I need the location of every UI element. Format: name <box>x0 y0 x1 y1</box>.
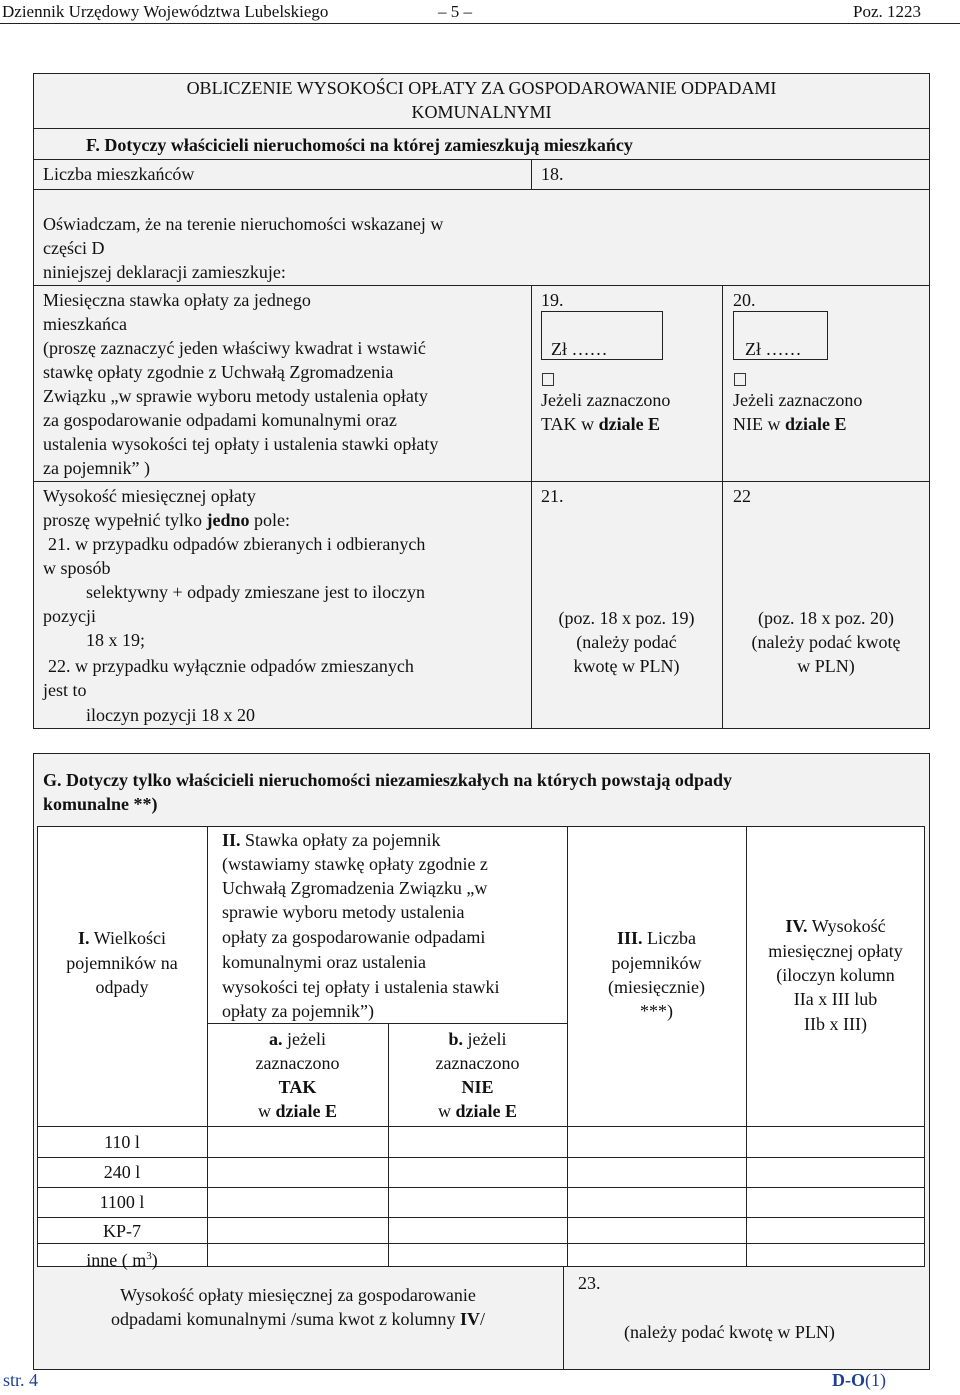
row-label-other <box>37 1244 207 1272</box>
col-ii-line-2: (wstawiamy stawkę opłaty zgodnie z <box>222 854 488 874</box>
fee-desc-4: pozycji <box>43 606 96 626</box>
col-iib-dzial: dziale E <box>455 1101 517 1121</box>
g-row-line-1 <box>37 1157 925 1158</box>
residents-label: Liczba mieszkańców <box>43 164 195 184</box>
field-22-note-2: w PLN) <box>797 656 855 676</box>
row-label-kp7: KP-7 <box>102 1221 141 1241</box>
footer-page-label: str. 4 <box>3 1370 39 1390</box>
col-iib-line-2: zaznaczono <box>435 1053 520 1073</box>
journal-title: Dziennik Urzędowy Województwa Lubelskiego <box>2 2 329 21</box>
field-22-label[interactable]: 22 <box>733 486 751 506</box>
rate-title-1: Miesięczna stawka opłaty za jednego <box>43 290 311 310</box>
field-21-note-2: kwotę w PLN) <box>573 656 680 676</box>
col-i-text-1: Wielkości <box>93 928 166 948</box>
fee-note-pre: proszę wypełnić tylko <box>43 510 202 530</box>
row-label-240: 240 l <box>103 1162 141 1182</box>
field-20-nie: NIE <box>733 414 763 434</box>
field-19-checkbox[interactable] <box>542 368 554 389</box>
rate-desc-3: Związku „w sprawie wyboru metody ustalenia opłaty <box>43 386 428 406</box>
col-iia-dzial: dziale E <box>275 1101 337 1121</box>
col-ii-line-3: Uchwałą Zgromadzenia Związku „w <box>222 878 488 898</box>
rule-3 <box>33 189 930 190</box>
field-19-in: w <box>581 414 595 434</box>
fee-desc-7: jest to <box>43 680 87 700</box>
g-vline-3 <box>746 826 747 1267</box>
declaration-line-3: niniejszej deklaracji zamieszkuje: <box>43 262 286 282</box>
col-iia-line-2: zaznaczono <box>255 1053 340 1073</box>
col-iv-num: IV. <box>785 916 808 936</box>
total-label-2-text: odpadami komunalnymi /suma kwot z kolumny <box>111 1309 456 1329</box>
g-row-line-2 <box>37 1187 925 1188</box>
section-g-title-1: G. Dotyczy tylko właścicieli nieruchomości niezamieszkałych na których powstają odpady <box>43 770 732 790</box>
fee-desc-3: selektywny + odpady zmieszane jest to iloczyn <box>86 582 426 602</box>
col-iv-line-4: IIa x III lub <box>793 989 878 1009</box>
field-21-label[interactable]: 21. <box>541 486 564 506</box>
col-iia-letter: a. <box>269 1029 283 1049</box>
declaration-line-1: Oświadczam, że na terenie nieruchomości wskazanej w <box>43 214 444 234</box>
col-iib-line-3: NIE <box>461 1077 494 1097</box>
field-19-condition <box>541 412 660 436</box>
rule-2 <box>33 159 930 160</box>
field-19-check-label: Jeżeli zaznaczono <box>541 390 671 410</box>
total-label-2-bold: IV <box>459 1309 480 1329</box>
col-iib-line-4 <box>388 1099 567 1123</box>
rate-desc-6: za pojemnik” ) <box>43 458 150 478</box>
field-22-note-1: (należy podać kwotę <box>751 632 901 652</box>
rate-desc-1: (proszę zaznaczyć jeden właściwy kwadrat i wstawić <box>43 338 426 358</box>
field-20-in: w <box>767 414 781 434</box>
col-iv-line-5: IIb x III) <box>804 1014 867 1034</box>
section-f-subtitle: F. Dotyczy właścicieli nieruchomości na której zamieszkują mieszkańcy <box>86 135 633 155</box>
fee-desc-5: 18 x 19; <box>86 630 146 650</box>
rule-4 <box>33 285 930 286</box>
section-g-title-2: komunalne **) <box>43 794 158 814</box>
rule-5 <box>33 481 930 482</box>
col-i-line-1 <box>37 926 207 950</box>
row-label-other-sup: 3 <box>146 1250 152 1262</box>
field-23-label[interactable]: 23. <box>578 1273 601 1293</box>
col-iia-in: w <box>258 1101 271 1121</box>
position-number: Poz. 1223 <box>853 2 921 21</box>
field-23-note: (należy podać kwotę w PLN) <box>624 1322 835 1342</box>
col-iii-line-2: pojemników <box>611 953 702 973</box>
fee-note-bold: jedno <box>206 510 250 530</box>
g-row-line-0 <box>37 1126 925 1127</box>
footer-code <box>832 1368 886 1392</box>
col-ii-line-4: sprawie wyboru metody ustalenia <box>222 902 465 922</box>
col-iii-num: III. <box>617 928 643 948</box>
footer-code-bold: D-O <box>832 1370 865 1390</box>
col-iib-in: w <box>438 1101 451 1121</box>
field-19-dzial: dziale E <box>598 414 661 434</box>
col-iia-line-3: TAK <box>278 1077 317 1097</box>
field-22-formula: (poz. 18 x poz. 20) <box>758 608 894 628</box>
col-iib-letter: b. <box>448 1029 464 1049</box>
col-iv-line-1 <box>746 914 925 938</box>
col-iia-text-1: jeżeli <box>287 1029 326 1049</box>
fee-title: Wysokość miesięcznej opłaty <box>43 486 256 506</box>
field-21-note-1: (należy podać <box>576 632 677 652</box>
field-18-label[interactable]: 18. <box>541 164 564 184</box>
field-20-label: 20. <box>733 290 756 310</box>
col-iib-text-1: jeżeli <box>467 1029 507 1049</box>
fee-desc-2: w sposób <box>43 558 111 578</box>
row-label-1100: 1100 l <box>99 1192 145 1212</box>
fee-note-post: pole: <box>253 510 290 530</box>
col-ii-line-5: opłaty za gospodarowanie odpadami <box>222 927 486 947</box>
row-label-110: 110 l <box>104 1132 140 1152</box>
col-ii-line-6: komunalnymi oraz ustalenia <box>222 952 426 972</box>
total-label-2 <box>33 1307 563 1331</box>
footer-code-tail: (1) <box>865 1370 886 1390</box>
field-19-tak: TAK <box>541 414 577 434</box>
row-label-other-text: inne ( m <box>86 1250 147 1270</box>
col-iii-text-1: Liczba <box>647 928 696 948</box>
col-iii-line-4: ***) <box>640 1001 673 1021</box>
section-f-title-line1: OBLICZENIE WYSOKOŚCI OPŁATY ZA GOSPODAROWANIE ODPADAMI <box>186 78 777 98</box>
col-i-line-2: pojemników na <box>66 953 178 973</box>
g-vline-2 <box>567 826 568 1267</box>
col-iv-text-1: Wysokość <box>811 916 886 936</box>
field-20-currency: Zł …… <box>745 339 802 359</box>
g-row-line-3 <box>37 1217 925 1218</box>
row-label-other-tail: ) <box>151 1250 158 1270</box>
g-total-vline <box>563 1267 564 1370</box>
rate-title-2: mieszkańca <box>43 314 127 334</box>
fee-desc-8: iloczyn pozycji 18 x 20 <box>86 705 255 725</box>
vertical-18 <box>531 159 532 189</box>
total-label-1: Wysokość opłaty miesięcznej za gospodarowanie <box>120 1285 476 1305</box>
col-iia-line-1 <box>207 1027 388 1051</box>
col-ii-text-1: Stawka opłaty za pojemnik <box>245 830 441 850</box>
col-iii-line-3: (miesięcznie) <box>608 977 705 997</box>
page-number: – 5 – <box>438 2 472 21</box>
field-19-label: 19. <box>541 290 564 310</box>
fee-note <box>43 508 290 532</box>
col-ii-line-1 <box>222 828 440 852</box>
declaration-line-2: części D <box>43 238 105 258</box>
field-19-currency: Zł …… <box>551 339 608 359</box>
section-f-title-line2: KOMUNALNYMI <box>411 102 552 122</box>
field-20-dzial: dziale E <box>785 414 847 434</box>
fee-desc-1: 21. w przypadku odpadów zbieranych i odbieranych <box>48 534 426 554</box>
col-iib-line-1 <box>388 1027 567 1051</box>
col-iv-line-2: miesięcznej opłaty <box>768 941 903 961</box>
col-ii-num: II. <box>222 830 241 850</box>
col-iia-line-4 <box>207 1099 388 1123</box>
col-iii-line-1 <box>567 926 746 950</box>
rule-1 <box>33 128 930 129</box>
col-i-num: I. <box>78 928 90 948</box>
rate-desc-2: stawkę opłaty zgodnie z Uchwałą Zgromadzenia <box>43 362 394 382</box>
field-20-check-label: Jeżeli zaznaczono <box>733 390 863 410</box>
col-iv-line-3: (iloczyn kolumn <box>776 965 895 985</box>
header-rule <box>0 23 960 24</box>
field-20-checkbox[interactable] <box>734 368 746 389</box>
col-ii-line-8: opłaty za pojemnik”) <box>222 1001 374 1021</box>
g-hline-ii <box>207 1023 567 1024</box>
rate-desc-4: za gospodarowanie odpadami komunalnymi oraz <box>43 410 397 430</box>
field-20-condition <box>733 412 847 436</box>
fee-desc-6: 22. w przypadku wyłącznie odpadów zmieszanych <box>48 656 414 676</box>
col-i-line-3: odpady <box>95 977 149 997</box>
rate-desc-5: ustalenia wysokości tej opłaty i ustalenia stawki opłaty <box>43 434 439 454</box>
col-ii-line-7: wysokości tej opłaty i ustalenia stawki <box>222 977 500 997</box>
field-21-formula: (poz. 18 x poz. 19) <box>558 608 695 628</box>
total-label-2-tail: / <box>479 1309 485 1329</box>
